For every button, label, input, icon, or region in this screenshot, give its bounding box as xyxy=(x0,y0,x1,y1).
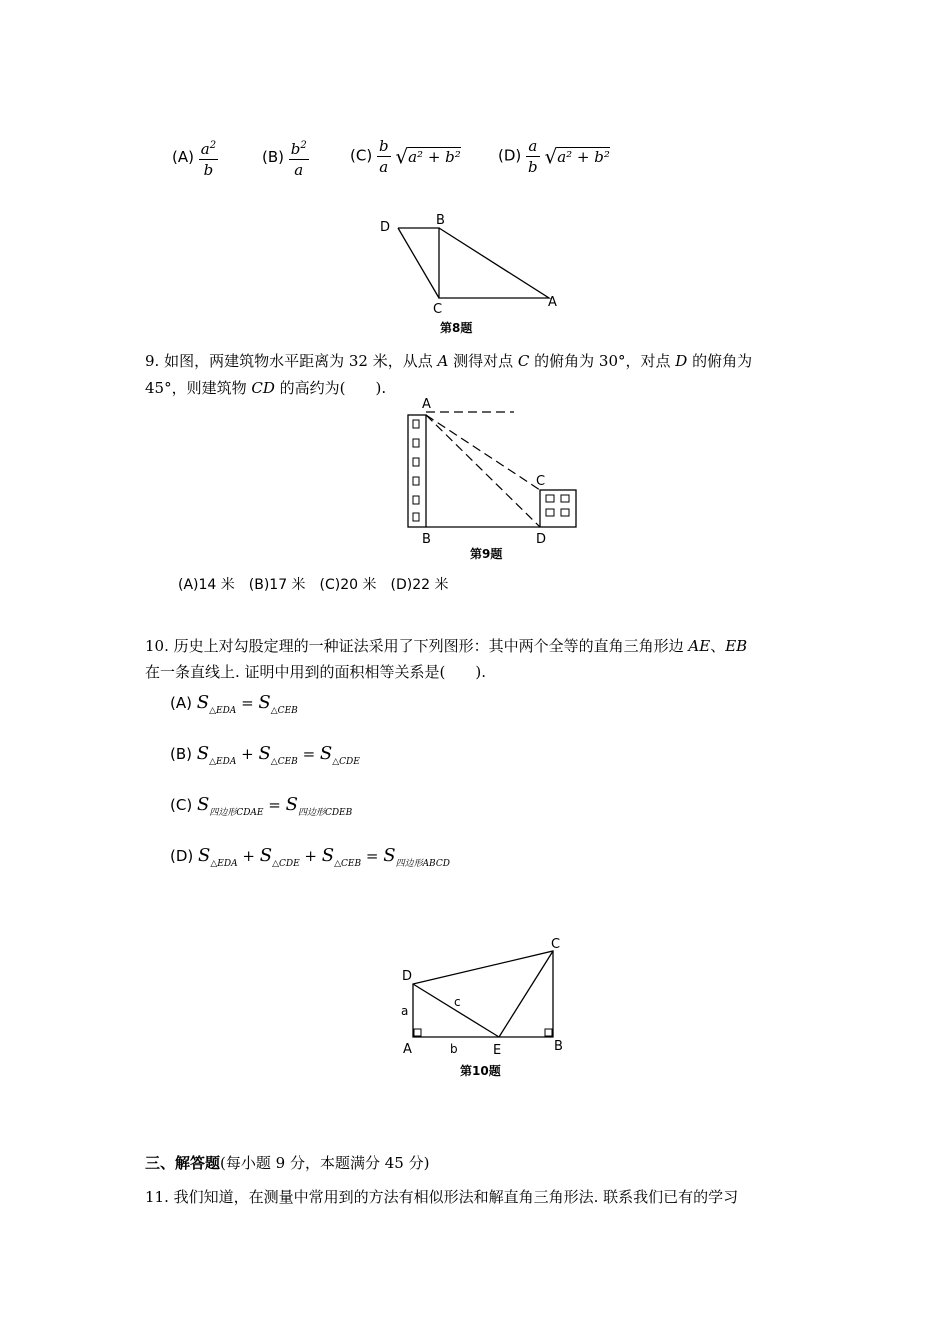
fig8-caption: 第8题 xyxy=(440,321,473,335)
q10-option-b: (B) $S_{\triangle EDA} + S_{\triangle CEB} = S_{\triangle CDE}$ xyxy=(170,743,360,767)
subscript: △CEB xyxy=(270,757,298,767)
fig10-label-a: A xyxy=(403,1042,412,1057)
fig10-quad xyxy=(413,951,553,1037)
denominator: b xyxy=(528,158,538,176)
option-label: (B) xyxy=(262,148,284,166)
subscript: 四边形CDAE xyxy=(209,808,264,818)
q9-line2 xyxy=(145,378,386,398)
fig10-label-d: D xyxy=(402,969,413,984)
fig8-label-c: C xyxy=(433,302,443,317)
q8-option-c xyxy=(350,136,461,177)
option-label: (C) xyxy=(350,146,373,165)
building-cd xyxy=(540,490,576,527)
sightline-ac xyxy=(426,415,540,490)
fig8-label-d: D xyxy=(380,220,391,235)
fraction xyxy=(526,136,540,177)
var-ae: AE xyxy=(688,637,711,655)
subscript: △EDA xyxy=(210,859,238,869)
q9-text: 的高约为( ). xyxy=(274,379,387,397)
q10-text: 10. 历史上对勾股定理的一种证法采用了下列图形：其中两个全等的直角三角形边 xyxy=(145,637,689,655)
fig8-lines xyxy=(398,228,549,298)
subscript: 四边形CDEB xyxy=(297,808,353,818)
separator: 、 xyxy=(710,637,726,655)
q9-text: 测得对点 xyxy=(448,352,518,370)
fraction: $\frac{b^2}{a}$ xyxy=(289,136,309,180)
fig10-line-de xyxy=(413,984,499,1037)
var-a: A xyxy=(437,352,449,370)
option-label: (A) xyxy=(170,694,192,712)
section-3-heading xyxy=(145,1153,429,1173)
q10-line2: 在一条直线上. 证明中用到的面积相等关系是( ). xyxy=(145,663,487,681)
fig9-label-c: C xyxy=(536,474,546,489)
numerator: b xyxy=(290,140,301,158)
q9-options: (A)14 米 (B)17 米 (C)20 米 (D)22 米 xyxy=(178,577,449,593)
figure-10-diagram xyxy=(396,934,581,1082)
q9-text: 的俯角为 30°，对点 xyxy=(529,352,676,370)
subscript: 四边形ABCD xyxy=(395,859,450,869)
fraction xyxy=(377,136,391,177)
q8-option-a xyxy=(172,136,218,180)
fig9-label-b: B xyxy=(422,532,431,547)
q11-line1: 11. 我们知道，在测量中常用到的方法有相似形法和解直角三角形法. 联系我们已有的学习 xyxy=(145,1188,739,1206)
fig10-caption: 第10题 xyxy=(460,1064,501,1078)
option-label: (D) xyxy=(170,847,194,865)
subscript: △CDE xyxy=(272,859,300,869)
fig9-label-a: A xyxy=(422,397,431,412)
radicand: a² + b² xyxy=(557,147,610,166)
building-cd-windows xyxy=(546,495,569,516)
section-note: (每小题 9 分，本题满分 45 分) xyxy=(220,1154,430,1172)
fig10-label-b-side: b xyxy=(450,1042,458,1056)
q9-line1 xyxy=(145,351,752,371)
denominator: a xyxy=(294,161,304,179)
figure-8-diagram xyxy=(374,206,574,338)
fig9-caption: 第9题 xyxy=(470,547,503,561)
fig8-label-a: A xyxy=(548,295,557,310)
option-label: (D) xyxy=(498,146,522,165)
q9-text: 45°，则建筑物 xyxy=(145,379,252,397)
fraction: $\frac{a^2}{b}$ xyxy=(199,136,218,180)
denominator: b xyxy=(203,161,214,179)
figure-9-diagram xyxy=(398,395,588,567)
building-ab-windows xyxy=(413,420,419,521)
fig10-label-c: C xyxy=(551,937,561,952)
fig10-label-e: E xyxy=(493,1043,502,1058)
q10-option-d: (D) $S_{\triangle EDA} + S_{\triangle CDE} + S_{\triangle CEB} = S_{四边形ABCD}$ xyxy=(170,845,450,869)
var-d: D xyxy=(675,352,688,370)
option-label: (A) xyxy=(172,148,194,166)
fig10-label-c-side: c xyxy=(454,995,461,1009)
subscript: △EDA xyxy=(209,757,237,767)
var-cd: CD xyxy=(251,379,275,397)
fig10-line-ec xyxy=(499,951,553,1037)
var-eb: EB xyxy=(725,637,748,655)
fig8-line-dc xyxy=(398,228,439,298)
option-label: (B) xyxy=(170,745,192,763)
fig10-label-a-side: a xyxy=(401,1004,409,1018)
q8-option-b xyxy=(262,136,309,180)
fig8-label-b: B xyxy=(436,213,445,228)
q9-text: 的俯角为 xyxy=(687,352,753,370)
denominator: a xyxy=(379,158,389,176)
radicand: a² + b² xyxy=(408,147,461,166)
numerator: a xyxy=(200,140,210,158)
fig9-label-d: D xyxy=(536,532,547,547)
right-angle-a xyxy=(414,1029,421,1036)
right-angle-b xyxy=(545,1029,552,1036)
option-label: (C) xyxy=(170,796,193,814)
sightline-ad xyxy=(426,415,540,527)
section-title: 三、解答题 xyxy=(145,1154,221,1172)
var-c: C xyxy=(517,352,530,370)
subscript: △CEB xyxy=(270,706,298,716)
q10-option-c: (C) $S_{四边形CDAE} = S_{四边形CDEB}$ xyxy=(170,794,353,818)
subscript: △CEB xyxy=(334,859,362,869)
sqrt-sign: √ xyxy=(544,144,558,169)
building-ab xyxy=(408,415,426,527)
q10-option-a: (A) $S_{\triangle EDA} = S_{\triangle CEB}$ xyxy=(170,692,298,716)
q10-line1 xyxy=(145,636,747,656)
sqrt-sign: √ xyxy=(395,144,409,169)
subscript: △EDA xyxy=(209,706,237,716)
fig10-label-b: B xyxy=(554,1039,563,1054)
numerator: a xyxy=(526,136,540,157)
q9-text: 9. 如图，两建筑物水平距离为 32 米，从点 xyxy=(145,352,438,370)
numerator: b xyxy=(378,137,389,155)
q8-option-d xyxy=(498,136,610,177)
subscript: △CDE xyxy=(332,757,360,767)
